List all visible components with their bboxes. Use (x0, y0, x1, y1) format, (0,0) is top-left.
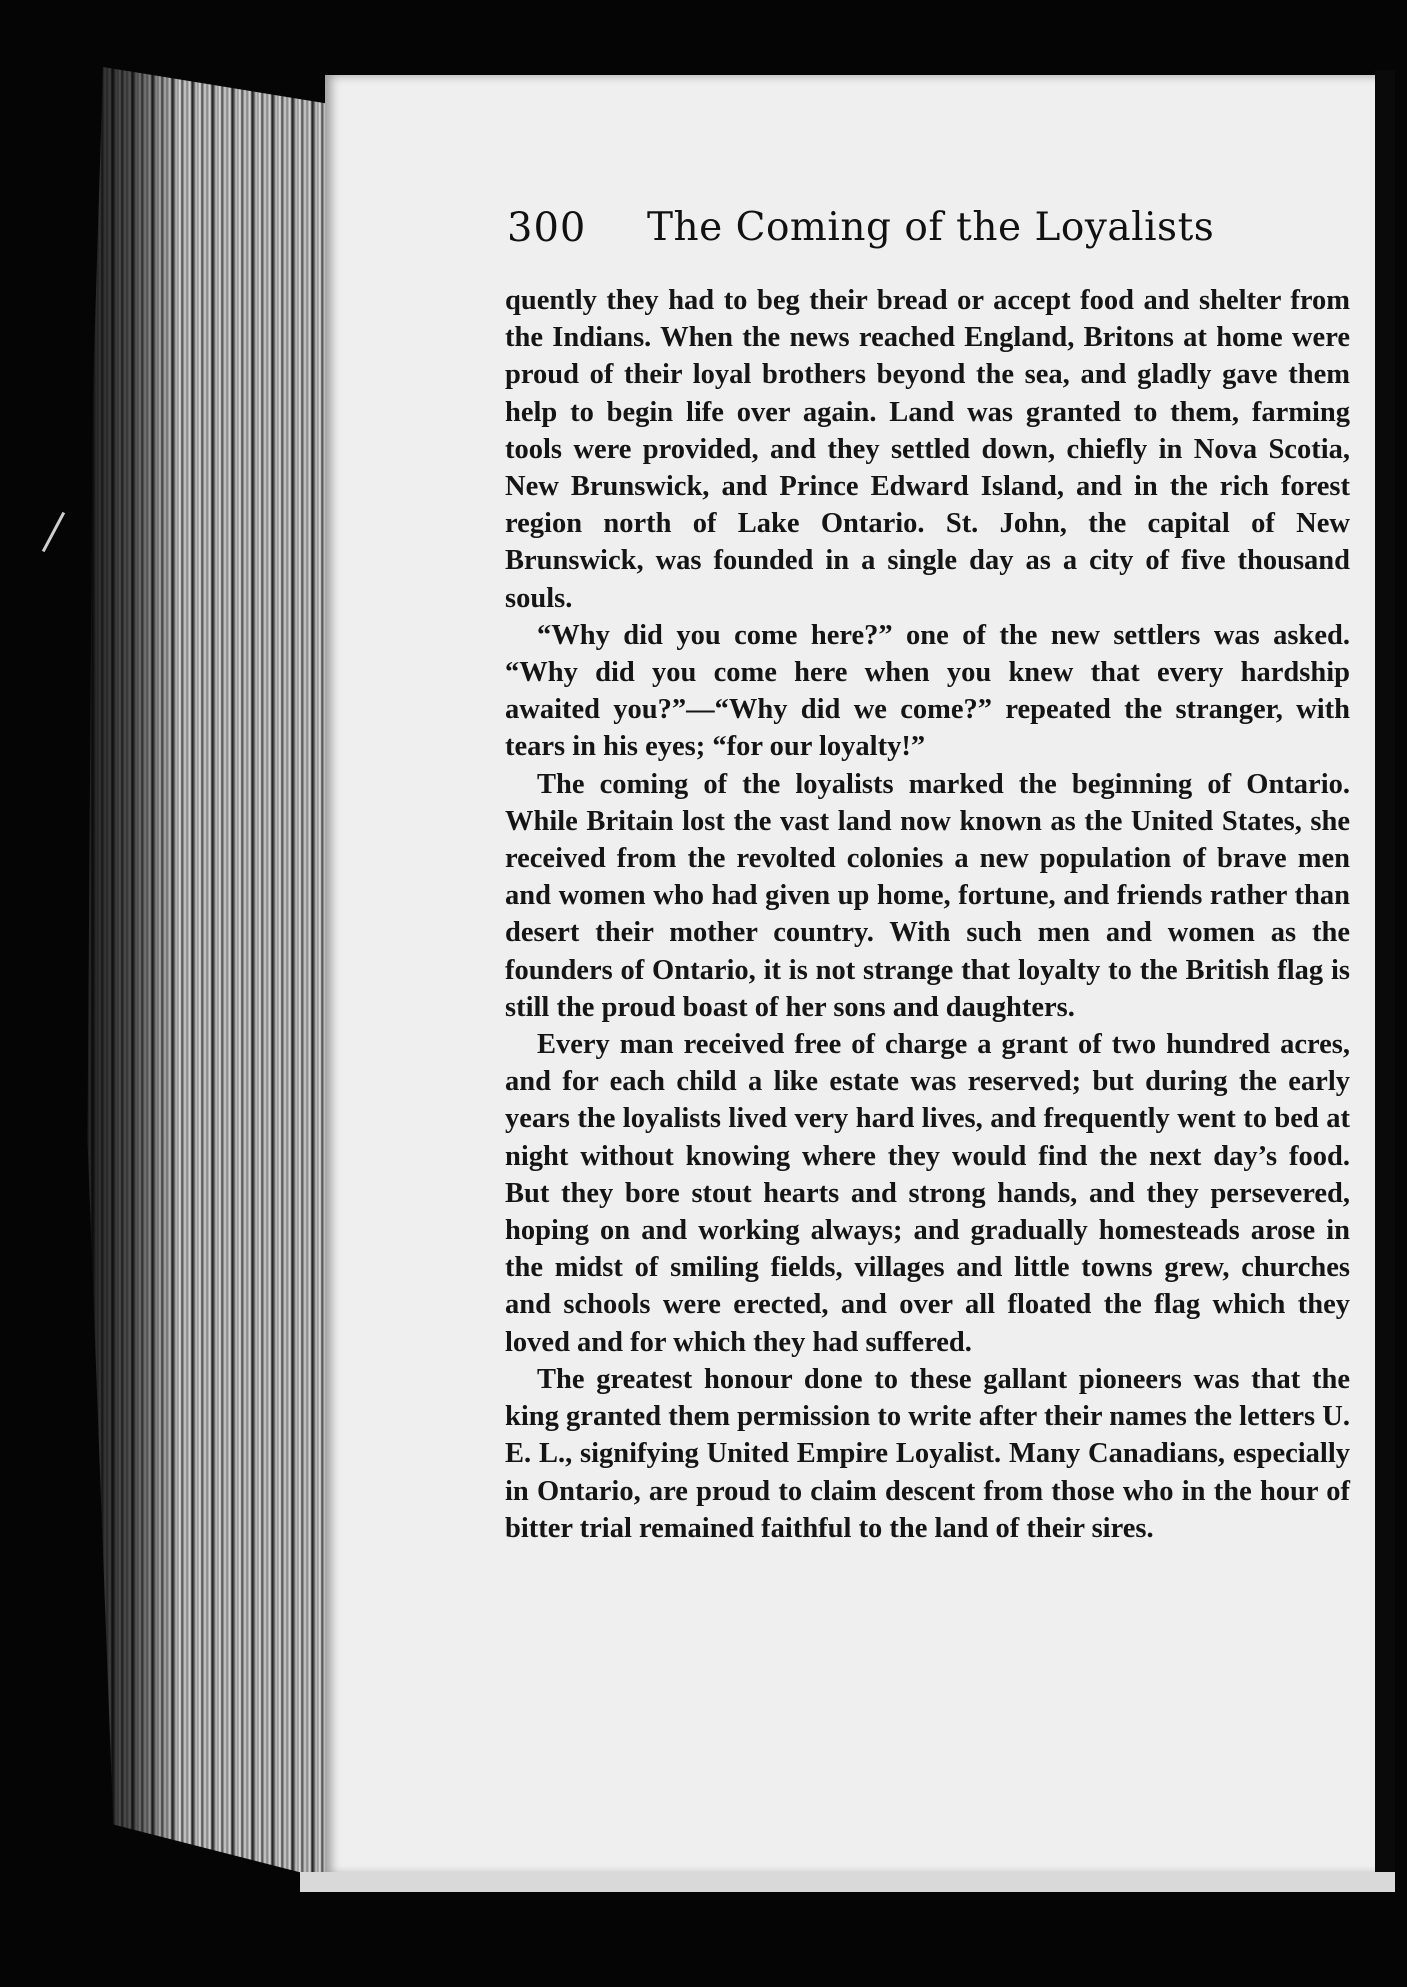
page-right-edge (1375, 70, 1395, 1880)
page-bottom-edge (300, 1872, 1395, 1892)
body-text (505, 282, 1350, 1547)
running-title: The Coming of the Loyalists (647, 205, 1215, 250)
paragraph-continued: quently they had to beg their bread or accept food and shelter from the Indians. When the news reached England, Britons at home were proud of their loyal brothers beyond the sea, and gladly gave them help to begin life over again. Land was granted to them, farming tools were provided, and they settled down, chiefly in Nova Scotia, New Brunswick, and Prince Edward Island, and in the rich forest region north of Lake Ontario. St. John, the capital of New Brunswick, was founded in a single day as a city of five thousand souls. (505, 285, 1350, 614)
paragraph-uel: The greatest honour done to these gallant pioneers was that the king granted them permission to write after their names the letters U. E. L., signifying United Empire Loyalist. Many Canadians, especially in Ontario, are proud to claim descent from those who in the hour of bitter trial remained faithful to the land of their sires. (505, 1363, 1350, 1544)
paragraph-land-grant: Every man received free of charge a grant of two hundred acres, and for each child a like estate was reserved; but during the early years the loyalists lived very hard lives, and frequently went to bed at night without knowing where they would find the next day’s food. But they bore stout hearts and strong hands, and they persevered, hoping on and working always; and gradually homesteads arose in the midst of smiling fields, villages and little towns grew, churches and schools were erected, and over all floated the flag which they loved and for which they had suffered. (505, 1029, 1350, 1358)
paragraph-dialogue: “Why did you come here?” one of the new settlers was asked. “Why did you come here when you knew that every hardship awaited you?”—“Why did we come?” repeated the stranger, with tears in his eyes; “for our loyalty!” (505, 619, 1350, 763)
paragraph-ontario: The coming of the loyalists marked the beginning of Ontario. While Britain lost the vast land now known as the United States, she received from the revolted colonies a new population of brave men and women who had given up home, fortune, and friends rather than desert their mother country. With such men and women as the founders of Ontario, it is not strange that loyalty to the British flag is still the proud boast of her sons and daughters. (505, 768, 1350, 1023)
page-number: 300 (507, 205, 587, 251)
page-edges-shadow (60, 20, 180, 1900)
running-header (507, 205, 1347, 265)
